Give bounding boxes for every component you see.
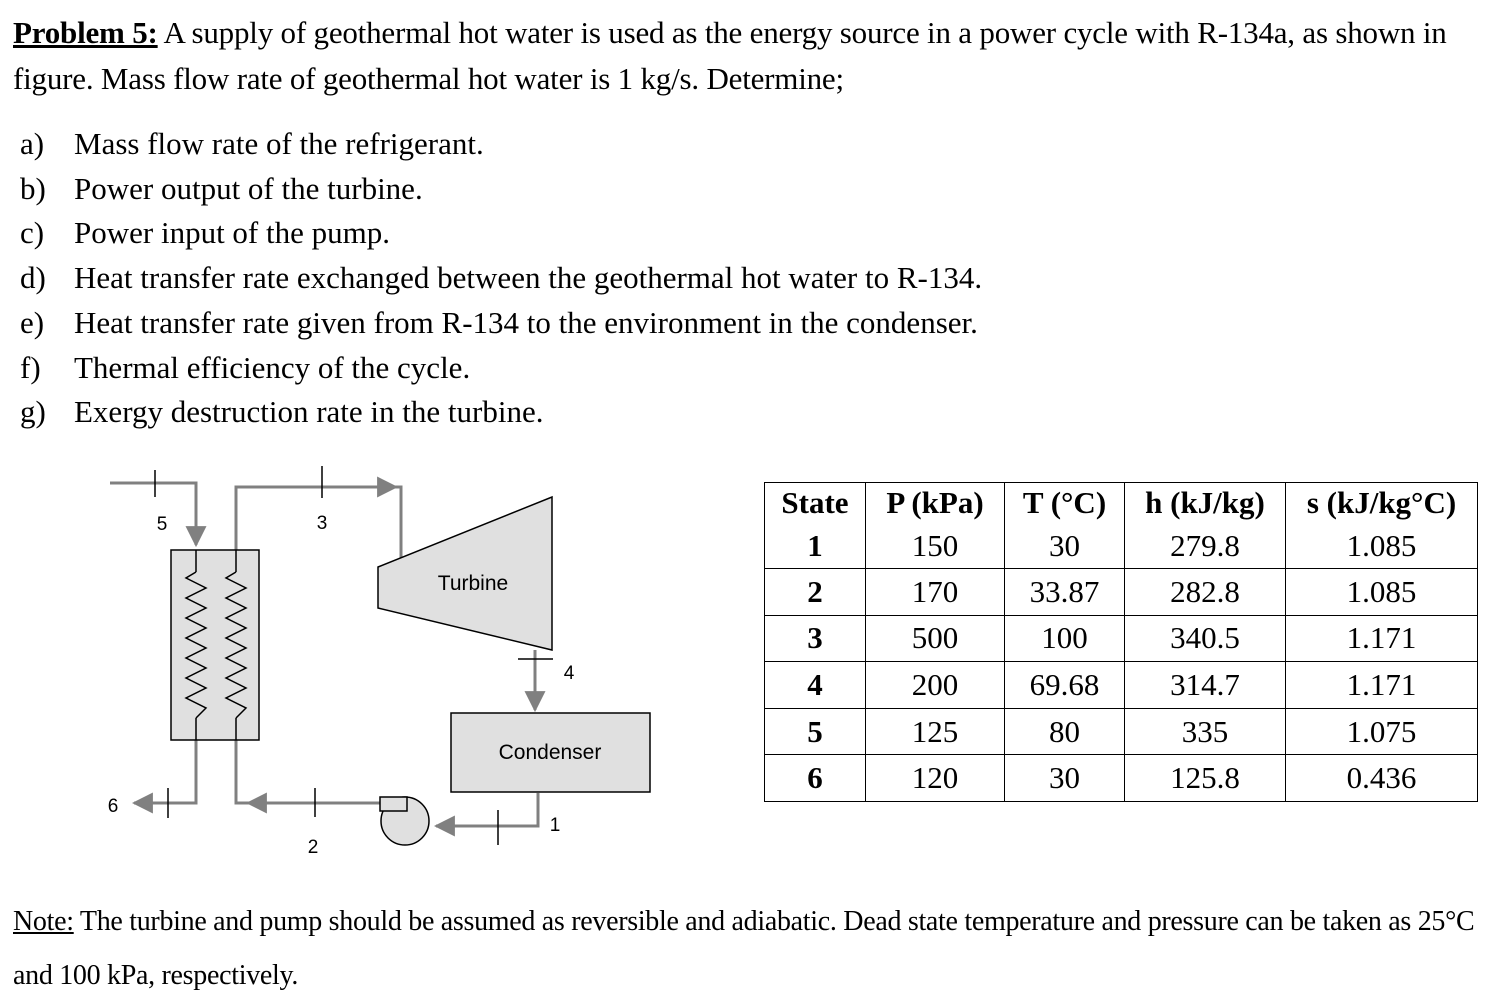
table-row xyxy=(765,523,1478,569)
question-text: Heat transfer rate exchanged between the geothermal hot water to R-134. xyxy=(74,260,983,296)
table-cell: 282.8 xyxy=(1125,569,1286,616)
table-header-row xyxy=(765,483,1478,524)
table-cell: 33.87 xyxy=(1005,569,1125,616)
column-header: T (°C) xyxy=(1005,483,1125,524)
question-list xyxy=(20,122,982,435)
table-cell: 30 xyxy=(1005,523,1125,569)
column-header: P (kPa) xyxy=(866,483,1005,524)
state-properties-table xyxy=(764,482,1478,802)
question-item xyxy=(20,301,982,346)
turbine-label: Turbine xyxy=(437,572,509,595)
table-cell: 100 xyxy=(1005,615,1125,662)
table-cell: 200 xyxy=(866,662,1005,709)
table-cell: 1.075 xyxy=(1286,708,1478,755)
pipe-condenser-to-pump xyxy=(436,793,538,826)
table-row xyxy=(765,662,1478,709)
condenser-label: Condenser xyxy=(498,741,602,764)
table-cell: 3 xyxy=(765,615,866,662)
question-letter: g) xyxy=(20,394,46,430)
table-row xyxy=(765,569,1478,616)
question-text: Power output of the turbine. xyxy=(74,170,423,206)
table-cell: 500 xyxy=(866,615,1005,662)
question-letter: b) xyxy=(20,170,46,206)
note-label: Note: xyxy=(13,906,74,937)
question-item xyxy=(20,390,982,435)
table-cell: 279.8 xyxy=(1125,523,1286,569)
question-letter: a) xyxy=(20,126,45,161)
question-item xyxy=(20,256,982,301)
question-letter: f) xyxy=(20,349,41,385)
pipe-geothermal-out xyxy=(134,740,196,803)
table-cell: 150 xyxy=(866,523,1005,569)
question-item xyxy=(20,122,982,167)
table-cell: 30 xyxy=(1005,755,1125,802)
column-header: s (kJ/kg°C) xyxy=(1286,483,1478,524)
pipe-turbine-inlet xyxy=(396,487,401,558)
column-header: h (kJ/kg) xyxy=(1125,483,1286,524)
state-label-3: 3 xyxy=(316,513,328,534)
question-text: Heat transfer rate given from R-134 to the environment in the condenser. xyxy=(74,304,978,340)
question-item xyxy=(20,167,982,212)
question-text: Mass flow rate of the refrigerant. xyxy=(74,126,484,161)
question-text: Power input of the pump. xyxy=(74,215,390,251)
pipe-geothermal-in xyxy=(110,483,196,545)
state-label-5: 5 xyxy=(156,514,168,535)
state-label-6: 6 xyxy=(107,796,119,817)
state-label-4: 4 xyxy=(563,663,575,684)
note xyxy=(13,895,1488,1003)
table-cell: 170 xyxy=(866,569,1005,616)
table-cell: 80 xyxy=(1005,708,1125,755)
question-letter: d) xyxy=(20,260,46,296)
table-cell: 4 xyxy=(765,662,866,709)
state-label-1: 1 xyxy=(549,815,561,836)
table-cell: 69.68 xyxy=(1005,662,1125,709)
table-cell: 340.5 xyxy=(1125,615,1286,662)
table-cell: 1.085 xyxy=(1286,523,1478,569)
table-cell: 2 xyxy=(765,569,866,616)
table-cell: 1.085 xyxy=(1286,569,1478,616)
pipe-hx-return xyxy=(236,740,250,803)
state-label-2: 2 xyxy=(307,837,319,858)
question-item xyxy=(20,346,982,391)
heat-exchanger xyxy=(171,550,259,740)
table-cell: 0.436 xyxy=(1286,755,1478,802)
question-text: Exergy destruction rate in the turbine. xyxy=(74,394,544,430)
table-cell: 335 xyxy=(1125,708,1286,755)
problem-statement xyxy=(13,10,1483,102)
table-row xyxy=(765,755,1478,802)
table-row xyxy=(765,708,1478,755)
table-cell: 1.171 xyxy=(1286,615,1478,662)
table-cell: 125.8 xyxy=(1125,755,1286,802)
question-letter: c) xyxy=(20,215,45,251)
problem-label: Problem 5: xyxy=(13,15,158,50)
question-letter: e) xyxy=(20,304,45,340)
table-cell: 125 xyxy=(866,708,1005,755)
table-cell: 314.7 xyxy=(1125,662,1286,709)
problem-text: A supply of geothermal hot water is used as the energy source in a power cycle with R-134a, as shown in figure. Mass flow rate of geothermal hot water is 1 kg/s. Determine; xyxy=(13,15,1447,96)
table-cell: 1.171 xyxy=(1286,662,1478,709)
table-cell: 120 xyxy=(866,755,1005,802)
cycle-diagram xyxy=(100,460,660,860)
question-text: Thermal efficiency of the cycle. xyxy=(74,349,471,385)
table-cell: 5 xyxy=(765,708,866,755)
column-header: State xyxy=(765,483,866,524)
table-row xyxy=(765,615,1478,662)
note-text: The turbine and pump should be assumed as reversible and adiabatic. Dead state temperature and pressure can be taken as 25°C and 100 kPa, respectively. xyxy=(13,906,1475,991)
question-item xyxy=(20,211,982,256)
table-cell: 6 xyxy=(765,755,866,802)
pump xyxy=(380,797,429,845)
table-cell: 1 xyxy=(765,523,866,569)
